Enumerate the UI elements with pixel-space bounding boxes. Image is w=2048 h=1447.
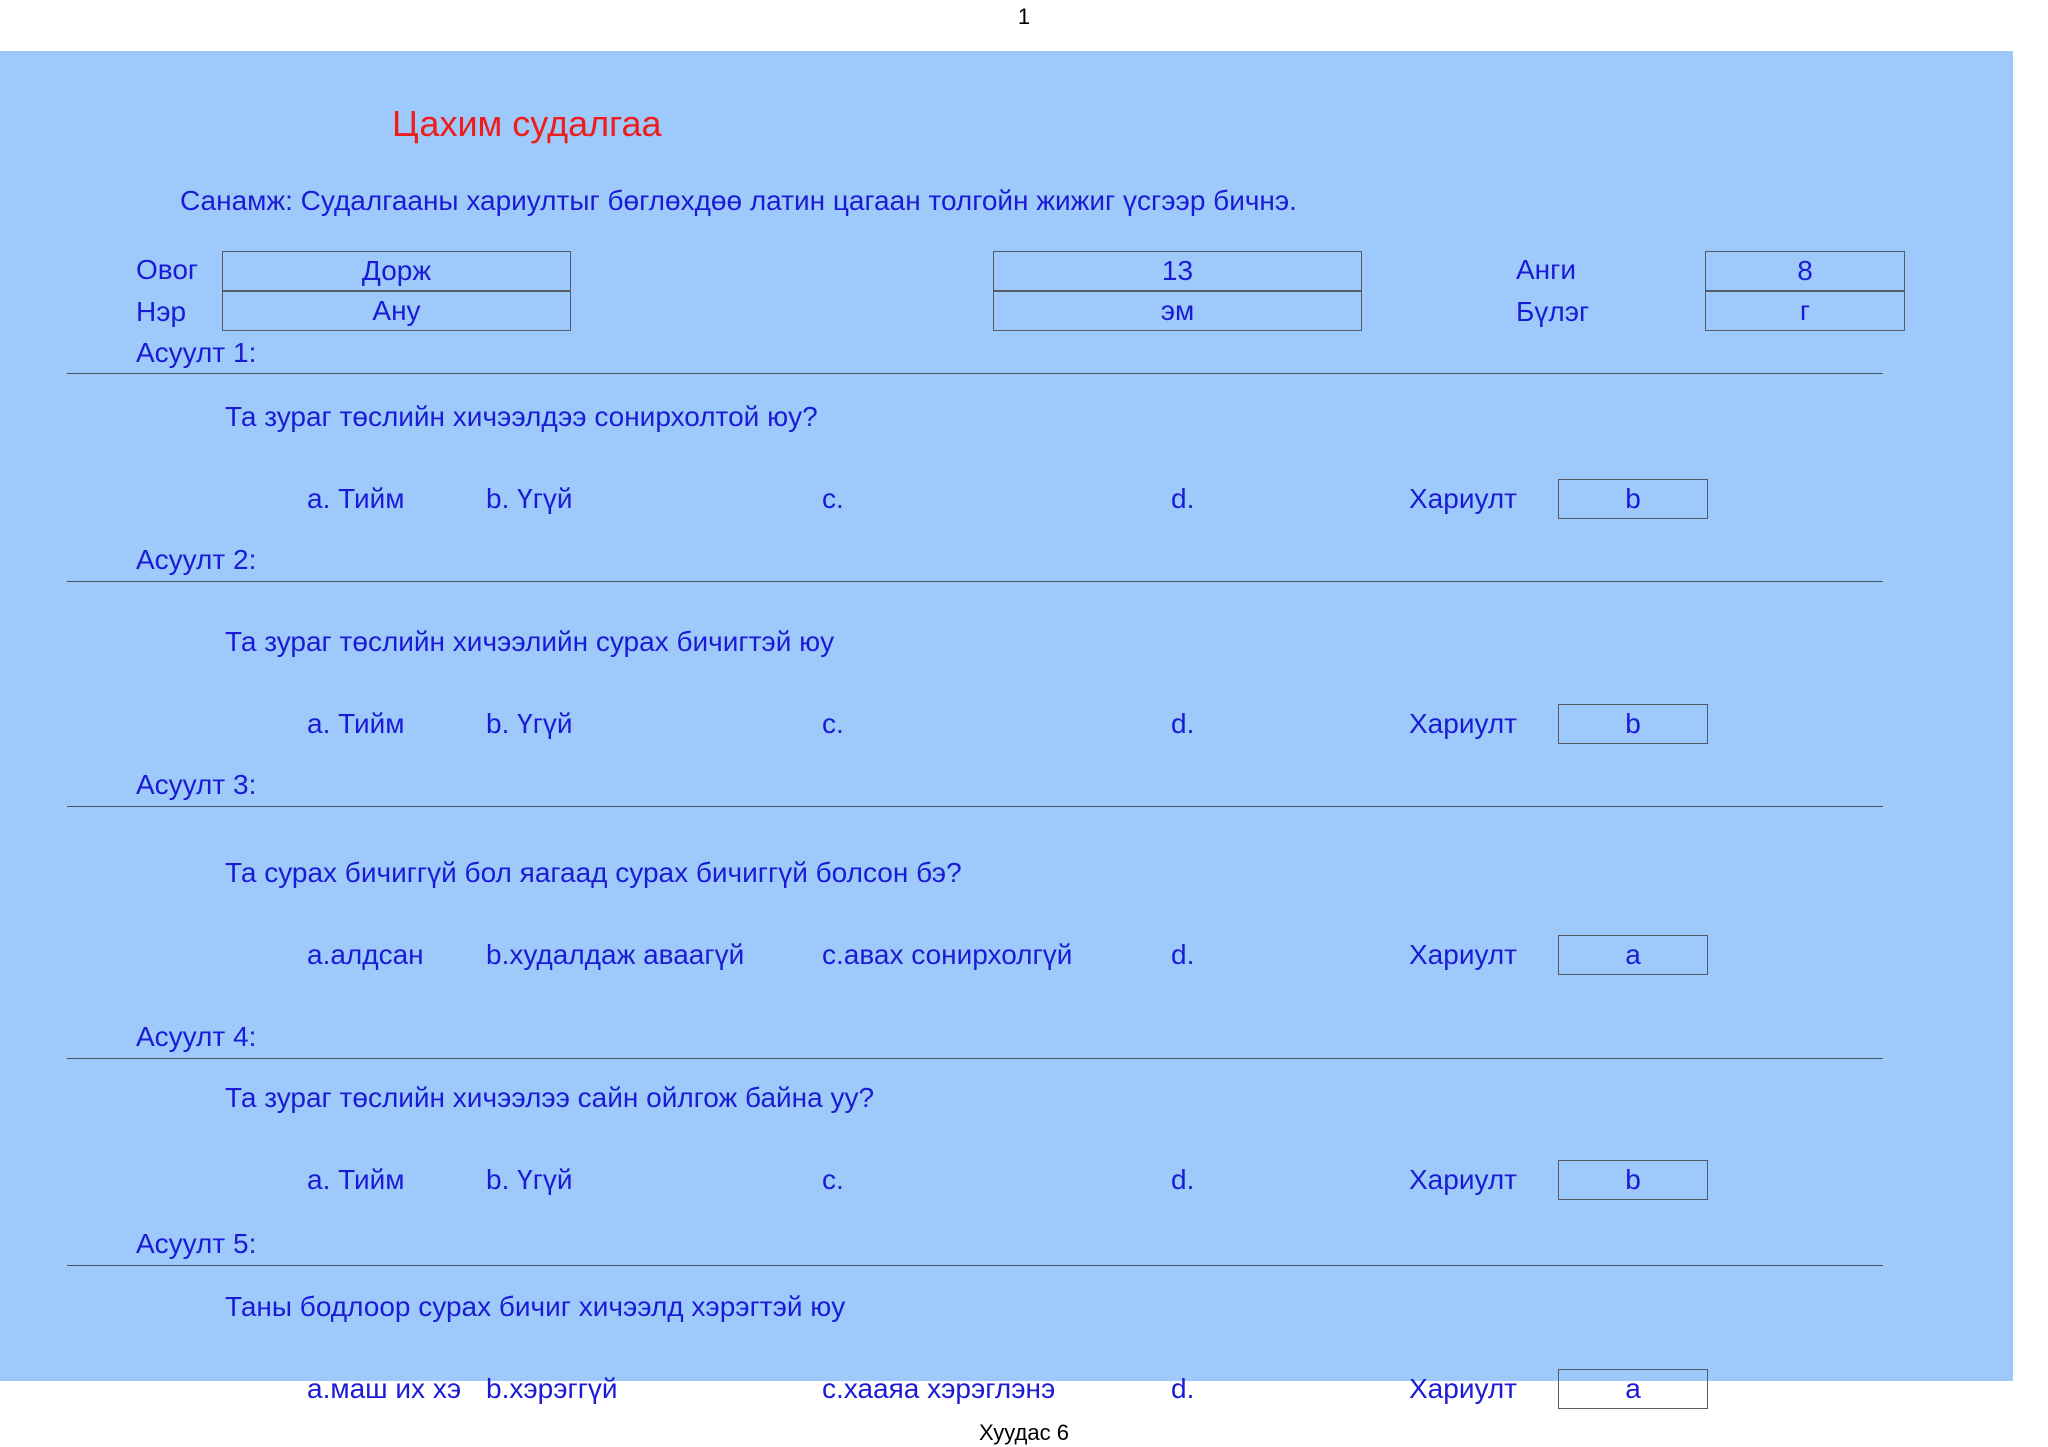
question-3-answer-label: Хариулт [1409,939,1518,970]
question-5-divider [67,1265,1883,1266]
question-2-label: Асуулт 2: [136,544,257,575]
question-1-divider [67,373,1883,374]
question-1-text: Та зураг төслийн хичээлдээ сонирхолтой юу? [225,401,818,432]
question-5-label: Асуулт 5: [136,1228,257,1259]
question-2-text: Та зураг төслийн хичээлийн сурах бичигтэй юу [225,626,835,657]
question-1-option-d: d. [1171,483,1195,514]
lastname-field[interactable]: Дорж [222,251,571,291]
page-footer: Хуудас 6 [979,1420,1069,1445]
grade-label: Анги [1516,254,1576,285]
firstname-label: Нэр [136,296,187,327]
question-2-option-a: a. Тийм [307,708,405,739]
grade-field[interactable]: 8 [1705,251,1905,291]
question-3-option-c: c.авах сонирхолгүй [822,939,1073,970]
question-2-option-d: d. [1171,708,1195,739]
question-3-text: Та сурах бичиггүй бол яагаад сурах бичиггүй болсон бэ? [225,857,962,888]
question-3-label: Асуулт 3: [136,769,257,800]
question-3-answer-field[interactable]: a [1558,935,1708,975]
question-5-option-c: c.хааяа хэрэглэнэ [822,1373,1056,1404]
lastname-label: Овог [136,254,199,285]
question-3-option-a: a.алдсан [307,939,424,970]
question-5-text: Таны бодлоор сурах бичиг хичээлд хэрэгтэй юу [225,1291,846,1322]
question-2-option-b: b. Үгүй [486,708,573,739]
age-field[interactable]: 13 [993,251,1362,291]
question-3-option-d: d. [1171,939,1195,970]
question-1-label: Асуулт 1: [136,337,257,368]
form-title: Цахим судалгаа [392,103,662,144]
question-4-option-a: a. Тийм [307,1164,405,1195]
firstname-field[interactable]: Ану [222,291,571,331]
question-4-label: Асуулт 4: [136,1021,257,1052]
group-label: Бүлэг [1516,296,1590,327]
question-4-divider [67,1058,1883,1059]
question-3-divider [67,806,1883,807]
question-4-option-c: c. [822,1164,844,1195]
question-5-option-b: b.хэрэггүй [486,1373,618,1404]
question-2-divider [67,581,1883,582]
question-1-answer-field[interactable]: b [1558,479,1708,519]
instruction-note: Санамж: Судалгааны хариултыг бөглөхдөө латин цагаан толгойн жижиг үсгээр бичнэ. [180,185,1297,216]
page-number: 1 [1017,4,1031,29]
question-1-answer-label: Хариулт [1409,483,1518,514]
question-1-option-a: a. Тийм [307,483,405,514]
question-4-option-d: d. [1171,1164,1195,1195]
question-5-option-d: d. [1171,1373,1195,1404]
question-3-option-b: b.худалдаж аваагүй [486,939,745,970]
survey-form [0,51,2013,1404]
question-2-option-c: c. [822,708,844,739]
question-1-option-b: b. Үгүй [486,483,573,514]
question-4-option-b: b. Үгүй [486,1164,573,1195]
gender-field[interactable]: эм [993,291,1362,331]
group-field[interactable]: г [1705,291,1905,331]
question-1-option-c: c. [822,483,844,514]
question-4-text: Та зураг төслийн хичээлээ сайн ойлгож байна уу? [225,1082,875,1113]
question-2-answer-label: Хариулт [1409,708,1518,739]
question-4-answer-field[interactable]: b [1558,1160,1708,1200]
question-4-answer-label: Хариулт [1409,1164,1518,1195]
question-5-answer-label: Хариулт [1409,1373,1518,1404]
question-5-option-a: a.маш их хэ [307,1373,462,1404]
question-5-answer-field[interactable]: a [1558,1369,1708,1409]
question-2-answer-field[interactable]: b [1558,704,1708,744]
